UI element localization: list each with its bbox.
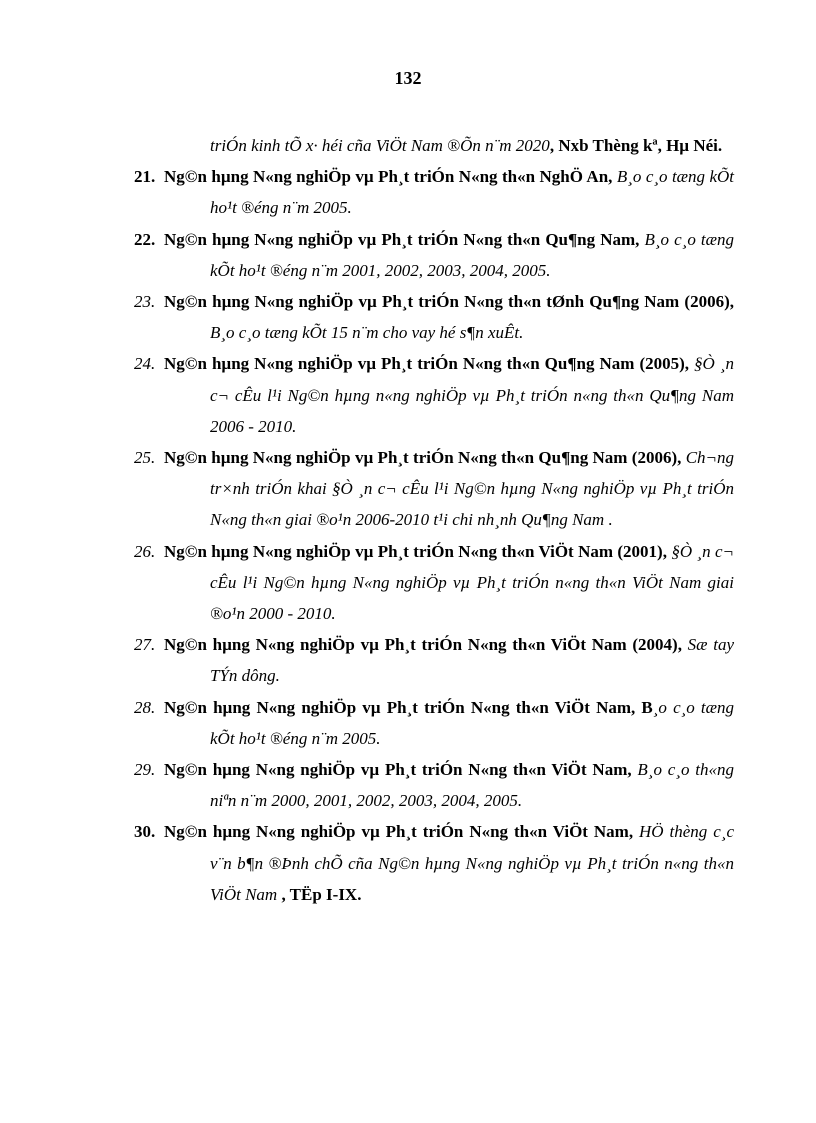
reference-title: Ch¬ng tr×nh triÓn khai §Ò ¸n c¬ cÊu l¹i Ng©n hµng N«ng nghiÖp vµ Ph¸t triÓn N«ng th«n giai ®o¹n 2006-2010 t¹i chi nh¸nh Qu¶ng Nam .: [210, 448, 735, 530]
reference-list: [134, 130, 734, 910]
reference-item: [134, 224, 734, 286]
reference-title: B¸o c¸o tæng kÕt 15 n¨m cho vay hé s¶n xuÊt.: [210, 323, 524, 343]
reference-item: [134, 348, 734, 442]
reference-number: 23.: [134, 292, 156, 312]
reference-item: [134, 442, 734, 536]
reference-author: Ng©n hµng N«ng nghiÖp vµ Ph¸t triÓn N«ng th«n Qu¶ng Nam,: [164, 229, 640, 249]
reference-publisher: , Nxb Thèng kª, Hµ Néi.: [549, 136, 723, 155]
reference-author: Ng©n hµng N«ng nghiÖp vµ Ph¸t triÓn N«ng th«n ViÖt Nam,: [164, 760, 632, 780]
reference-item: [134, 286, 734, 348]
reference-item: [134, 629, 734, 691]
reference-title: HÖ thèng c¸c v¨n b¶n ®Þnh chÕ cña Ng©n hµng N«ng nghiÖp vµ Ph¸t triÓn n«ng th«n ViÖt Nam: [210, 822, 734, 904]
reference-number: 25.: [134, 448, 156, 468]
reference-item: [134, 130, 734, 161]
reference-author: Ng©n hµng N«ng nghiÖp vµ Ph¸t triÓn N«ng th«n NghÖ An,: [164, 167, 613, 187]
reference-author: Ng©n hµng N«ng nghiÖp vµ Ph¸t triÓn N«ng th«n ViÖt Nam (2001),: [164, 541, 667, 561]
reference-number: 22.: [134, 229, 156, 249]
reference-volume: , TËp I-IX.: [277, 884, 362, 904]
reference-title: B¸o c¸o tæng kÕt ho¹t ®éng n¨m 2001, 2002, 2003, 2004, 2005.: [210, 229, 734, 280]
reference-number: 24.: [134, 354, 156, 374]
reference-item: [134, 536, 734, 630]
reference-item: [134, 692, 734, 754]
reference-author: Ng©n hµng N«ng nghiÖp vµ Ph¸t triÓn N«ng th«n ViÖt Nam (2004),: [164, 635, 682, 655]
reference-author: Ng©n hµng N«ng nghiÖp vµ Ph¸t triÓn N«ng th«n ViÖt Nam,: [164, 822, 634, 842]
reference-number: 26.: [134, 541, 156, 561]
reference-number: 27.: [134, 635, 156, 655]
reference-title: Sæ tay TÝn dông.: [210, 635, 735, 686]
reference-title: §Ò ¸n c¬ cÊu l¹i Ng©n hµng N«ng nghiÖp vµ Ph¸t triÓn n«ng th«n ViÖt Nam giai ®o¹n 2000 - 2010.: [210, 541, 734, 624]
reference-number: 29.: [134, 760, 156, 780]
reference-author: Ng©n hµng N«ng nghiÖp vµ Ph¸t triÓn N«ng th«n Qu¶ng Nam (2006),: [164, 448, 682, 468]
reference-title: ¸o c¸o tæng kÕt ho¹t ®éng n¨m 2005.: [210, 697, 734, 748]
reference-author: Ng©n hµng N«ng nghiÖp vµ Ph¸t triÓn N«ng th«n Qu¶ng Nam (2005),: [164, 354, 690, 374]
reference-author: Ng©n hµng N«ng nghiÖp vµ Ph¸t triÓn N«ng th«n tØnh Qu¶ng Nam (2006),: [164, 292, 734, 312]
reference-number: 28.: [134, 697, 156, 717]
reference-author: Ng©n hµng N«ng nghiÖp vµ Ph¸t triÓn N«ng th«n ViÖt Nam, B: [164, 697, 653, 717]
reference-title: B¸o c¸o th«ng niªn n¨m 2000, 2001, 2002, 2003, 2004, 2005.: [210, 760, 734, 811]
reference-item: [134, 754, 734, 816]
reference-title: B¸o c¸o tæng kÕt ho¹t ®éng n¨m 2005.: [210, 167, 735, 218]
reference-item: [134, 816, 734, 910]
reference-number: 21.: [134, 167, 156, 187]
reference-title: triÓn kinh tÕ x· héi cña ViÖt Nam ®Õn n¨m 2020: [210, 136, 550, 155]
page-number: 132: [394, 68, 422, 88]
reference-title: §Ò ¸n c¬ cÊu l¹i Ng©n hµng n«ng nghiÖp vµ Ph¸t triÓn n«ng th«n Qu¶ng Nam 2006 - 2010.: [210, 354, 734, 436]
reference-number: 30.: [134, 822, 156, 842]
reference-item: [134, 161, 734, 223]
